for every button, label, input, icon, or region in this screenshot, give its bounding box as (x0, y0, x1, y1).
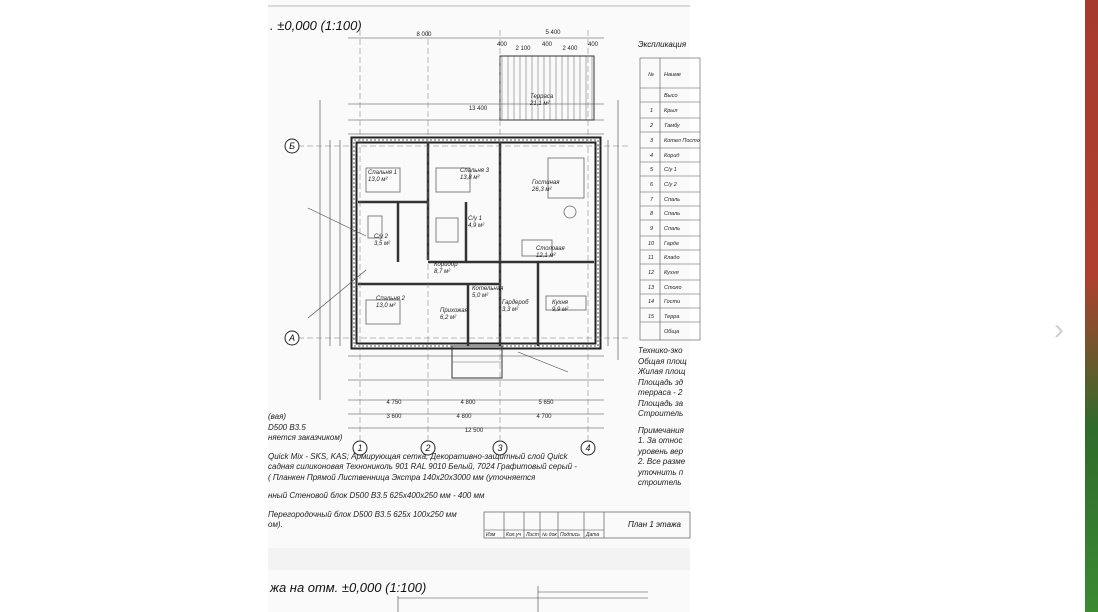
table-row-number: 5 (650, 167, 654, 173)
note-line: Quick Mix - SKS, KAS; Армирующая сетка; Декоративно-защитный слой Quick (268, 451, 568, 461)
note-line: Строитель (638, 409, 684, 418)
room-label: Гардероб (502, 300, 529, 306)
axis-label: 2 (425, 443, 431, 453)
room-label: Спальня 3 (460, 168, 489, 174)
room-label: Коридор (434, 262, 458, 268)
table-row-label: Котел Посто (664, 138, 700, 144)
stamp-cell: Изм (486, 532, 496, 538)
dimension-text: 5 400 (545, 30, 561, 36)
table-row-number: 2 (650, 123, 654, 129)
table-row-label: Кладо (664, 255, 680, 261)
note-line: садная силиконовая Технониколь 901 RAL 9010 Белый, 7024 Графитовый серый - (268, 462, 577, 471)
room-area: 4,9 м² (468, 223, 485, 229)
note-line: ом). (268, 520, 283, 529)
drawing-title: . ±0,000 (1:100) (270, 18, 362, 33)
room-area: 3,5 м² (374, 241, 391, 247)
page-separator (268, 548, 690, 570)
room-label: Столовая (536, 246, 565, 252)
dimension-text: 4 700 (536, 414, 552, 420)
room-area: 12,1 м² (536, 253, 556, 259)
next-arrow-icon[interactable]: › (1054, 313, 1064, 346)
table-row-number: 15 (648, 314, 655, 320)
room-label: Котельная (472, 286, 504, 292)
table-total: Обща (664, 329, 680, 335)
note-line: Площадь зд (638, 377, 684, 387)
table-row-number: 11 (648, 255, 654, 261)
dimension-text: 4 750 (386, 400, 402, 406)
next-image-thumbnail[interactable] (1085, 0, 1098, 612)
room-area: 13,0 м² (368, 177, 388, 183)
axis-label: 4 (585, 443, 591, 453)
room-label: Спальня 1 (368, 170, 397, 176)
dimension-text: 400 (587, 42, 599, 48)
room-area: 9,9 м² (552, 307, 569, 313)
room-area: 26,3 м² (532, 187, 552, 193)
dimension-text: 5 650 (538, 400, 554, 406)
room-area: 6,2 м² (440, 315, 457, 321)
note-line: 2. Все разме (638, 457, 686, 466)
room-area: 8,7 м² (434, 269, 451, 275)
table-row-label: Спаль (664, 197, 680, 203)
notes-right (638, 346, 687, 489)
table-subhead: Высо (664, 93, 678, 99)
axis-label: 3 (497, 443, 503, 453)
note-line: няется заказчиком) (268, 433, 343, 442)
room-label: С/у 2 (374, 234, 389, 240)
blueprint-sheet (268, 0, 700, 612)
explication-title: Экспликация (638, 40, 687, 49)
note-line: (вая) (268, 412, 287, 421)
table-row-number: 10 (648, 241, 655, 247)
axis-label: А (288, 333, 296, 343)
table-row-label: Спаль (664, 211, 680, 217)
note-line (268, 483, 628, 491)
room-label: Гостиная (532, 180, 560, 186)
note-line: D500 B3.5 (268, 422, 306, 432)
note-line: уровень вер (638, 446, 684, 456)
table-row-number: 4 (650, 153, 654, 159)
table-row-label: Столо (664, 285, 682, 291)
room-label: Спальня 2 (376, 296, 405, 302)
room-area: 21,1 м² (530, 101, 550, 107)
table-row-label: Корид (664, 153, 680, 159)
dimension-text: 12 500 (464, 428, 484, 434)
table-row-number: 9 (650, 226, 654, 232)
dimension-text: 400 (541, 42, 553, 48)
room-label: Прихожая (440, 308, 468, 314)
table-row-number: 7 (650, 197, 654, 203)
dimension-text: 4 800 (456, 414, 472, 420)
room-area: 5,0 м² (472, 293, 489, 299)
stamp-cell: Лист (526, 532, 539, 538)
table-row-label: Терра (664, 314, 680, 320)
note-line: нный Стеновой блок D500 B3.5 625x400x250 мм - 400 мм (268, 491, 485, 500)
stamp-cell: № док (542, 532, 557, 538)
note-line: Технико-эко (638, 346, 683, 355)
note-line: Примечания (638, 425, 684, 435)
axis-label: 1 (357, 443, 363, 453)
room-area: 13,0 м² (376, 303, 396, 309)
dimension-text: 13 400 (468, 106, 488, 112)
notes-left (268, 412, 628, 531)
table-row-label: С/у 2 (664, 182, 677, 188)
dimension-text: 8 000 (416, 32, 432, 38)
table-row-number: 1 (650, 108, 654, 114)
table-row-number: 12 (648, 270, 655, 276)
note-line: строитель (638, 478, 682, 487)
note-line: Площадь за (638, 398, 684, 408)
dimension-text: 2 100 (515, 46, 531, 52)
note-line: терраса - 2 (638, 388, 683, 397)
axis-label: Б (289, 141, 295, 151)
note-line: Перегородочный блок D500 B3.5 625x 100x250 мм (268, 509, 457, 519)
note-line: Жилая площ (638, 367, 686, 376)
note-line (268, 502, 628, 510)
room-area: 3,3 м² (502, 307, 519, 313)
room-label: С/у 1 (468, 216, 483, 222)
table-head: № (648, 72, 654, 78)
dimension-text: 4 800 (460, 400, 476, 406)
note-line: Общая площ (638, 356, 687, 366)
room-area: 13,8 м² (460, 175, 480, 181)
table-row-number: 13 (648, 285, 655, 291)
dimension-text: 3 600 (386, 414, 402, 420)
table-row-number: 8 (650, 211, 654, 217)
note-line: ( Планкен Прямой Лиственница Экстра 140x20x3000 мм (уточняется (268, 472, 536, 482)
table-row-label: Спаль (664, 226, 680, 232)
table-row-label: Кухня (664, 270, 679, 276)
table-row-label: Крыл (664, 108, 678, 114)
note-line: уточнить п (638, 467, 684, 477)
table-row-number: 3 (650, 138, 654, 144)
dimension-text: 400 (496, 42, 508, 48)
dimension-text: 2 400 (562, 46, 578, 52)
table-row-number: 14 (648, 299, 655, 305)
table-row-label: Тамбу (664, 123, 680, 129)
stamp-cell: Кол.уч (506, 532, 521, 538)
drawing-title-bottom: жа на отм. ±0,000 (1:100) (270, 580, 427, 595)
plan-label: План 1 этажа (628, 520, 681, 529)
table-row-label: Гости (664, 299, 681, 305)
table-row-label: Гарде (664, 241, 680, 247)
table-row-number: 6 (650, 182, 654, 188)
stamp-cell: Подпись (560, 532, 580, 538)
note-line: 1. За относ (638, 436, 683, 445)
room-label: Терраса (530, 94, 554, 100)
stamp-cell: Дата (586, 532, 600, 538)
table-head-name: Наиме (664, 72, 681, 78)
table-row-label: С/у 1 (664, 167, 677, 173)
room-label: Кухня (552, 300, 568, 306)
